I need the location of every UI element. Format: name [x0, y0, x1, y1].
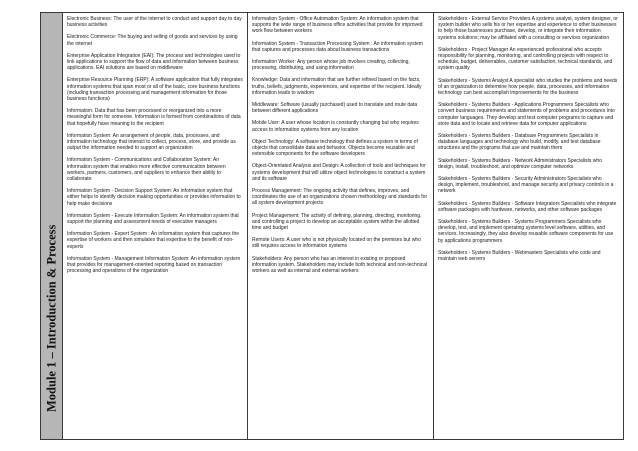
- glossary-entry: Information System - Office Automation System: An information system that supports the wide range of business office activities that provide for improved work flow between workers: [252, 16, 423, 35]
- glossary-entry: Electronic Business: The user of the internet to conduct and support day to day business activities: [67, 16, 242, 29]
- glossary-entry: Information System: An arrangement of people, data, processes, and information technology that interact to collect, process, store, and provide as output the information needed to support an organization: [67, 132, 236, 152]
- glossary-entry: Information System - Communications and Collaboration System: An information system that enables more effective communication between workers, partners, customers, and suppliers to enhance their ability to collaborate: [67, 157, 226, 183]
- glossary-column-2: [248, 13, 434, 439]
- glossary-entry: Information System - Transaction Processing System : An information system that captures and processes data about business transactions: [252, 40, 423, 53]
- glossary-entry: Information: Data that has been processed or reorganized into a more meaningful form for someone. Information is formed from combinations of data that hopefully have meaning to the recipient: [67, 108, 241, 127]
- glossary-entry: Stakeholders - Systems Analyst A specialist who studies the problems and needs of an organization to determine how people, data, processes, and information technology can best accomplish improvements for the business: [438, 77, 618, 97]
- glossary-entry: Information System - Execute Information System: An information system that support the planning and assessment needs of executive managers: [67, 212, 239, 226]
- glossary-entry: Electronic Commerce: The buying and selling of goods and services by using the internet: [67, 34, 238, 47]
- glossary-entry: Project Management: The activity of defining, planning, directing, monitoring, and controlling a project to develop an acceptable system within the allotted time and budget: [252, 212, 422, 232]
- module-side-header: [41, 13, 63, 439]
- glossary-entry: Process Management: The ongoing activity that defines, improves, and coordinates the use of an organizations chosen methodology and standards for all system development projects: [252, 188, 428, 207]
- glossary-entry: Stakeholders - External Service Providers A systems analyst, system designer, or system builder who sells his or her expertise and experience to other businesses to help those businesses purchase, develop, or integrate their information systems solutions; may be affiliated with a consulting or services organization: [438, 16, 618, 41]
- glossary-entry: Stakeholders - Systems Builders - Systems Programmers Specialists who develop, test, and implement operating systems level software, utilities, and services. Increasingly, they also develop reusable software components for use by applications programmers: [438, 219, 614, 244]
- glossary-entry: Stakeholders - Systems Builders - Software Integrators Specialists who integrate software packages with hardware, networks, and other software packages: [438, 200, 617, 213]
- glossary-entry: Enterprise Resource Planning (ERP): A software application that fully integrates information systems that span most or all of the basic, core business functions (including transaction processing and management information for those business functions): [67, 77, 243, 103]
- glossary-entry: Stakeholders - Project Manager An experienced professional who accepts responsibility for planning, monitoring, and controlling projects with respect to schedule, budget, deliverables, customer satisfaction, technical standards, and system quality: [438, 46, 613, 72]
- glossary-entry: Mobile User: A user whose location is constantly changing but who requires access to information systems from any location: [252, 120, 419, 133]
- glossary-entry: Information System - Decision Support System: An information system that either helps to identify decision making opportunities or provides information to help make decisions: [67, 188, 241, 207]
- glossary-entry: Stakeholders - Systems Builders - Database Programmers Specialists in database languages and technology who build, modify, and test database structures and the programs that use and maintain them: [438, 133, 601, 152]
- glossary-entry: Object-Orientated Analysis and Design: A collection of tools and techniques for systems development that will utilize object technologies to construct a system and its software: [252, 163, 426, 182]
- glossary-entry: Stakeholders - Systems Builders - Webmasters Specialists who code and maintain web servers: [438, 249, 601, 263]
- glossary-entry: Information Worker: Any person whose job involves creating, collecting, processing, distributing, and using information: [252, 59, 410, 72]
- glossary-entry: Middleware: Software (usually purchased) used to translate and route data between different applications: [252, 102, 418, 115]
- glossary-entry: Stakeholders: Any person who has an interest in existing or proposed information system. Stakeholders may include both technical and non-technical workers as well as internal and external workers: [252, 255, 428, 275]
- glossary-entry: Stakeholders - Systems Builders - Security Administrators Specialists who design, implement, troubleshoot, and manage security and privacy controls in a network: [438, 176, 614, 195]
- glossary-table: [40, 12, 624, 440]
- glossary-entry: Object Technology: A software technology that defines a system in terms of objects that consolidate data and behavior. Objects become reusable and extensible components for the software developers: [252, 138, 418, 158]
- glossary-entry: Enterprise Application Integration (EAI): The process and technologies used to link applications to support the flow of data and information between business applications. EAI solutions are based on middleware: [67, 52, 241, 72]
- glossary-entry: Stakeholders - Systems Builders - Applications Programmers Specialists who convert business requirements and statements of problems and procedures into computer languages. They develop and test computer programs to capture and store data and to locate and retrieve data for computer applications: [438, 102, 615, 127]
- module-title: Module 1 – Introduction & Process: [44, 224, 58, 412]
- glossary-column-3: [434, 13, 623, 439]
- glossary-entry: Information System - Expert System : An information system that captures the expertise of workers and then simulates that expertise to the benefit of non-experts: [67, 231, 240, 250]
- glossary-entry: Stakeholders - Systems Builders - Network Administrators Specialists who design, install, troubleshoot, and optimize computer networks: [438, 157, 602, 170]
- glossary-column-1: [63, 13, 248, 439]
- glossary-entry: Knowledge: Data and information that are further refined based on the facts, truths, beliefs, judgments, experiences, and expertise of the recipient. Ideally information leads to wisdom: [252, 77, 422, 96]
- glossary-entry: Information System - Management Information System: An information system that provides for management-oriented reporting based on transaction processing and operations of the organization: [67, 255, 241, 275]
- glossary-entry: Remote Users: A user who is not physically located on the premises but who still requires access to information systems: [252, 237, 421, 250]
